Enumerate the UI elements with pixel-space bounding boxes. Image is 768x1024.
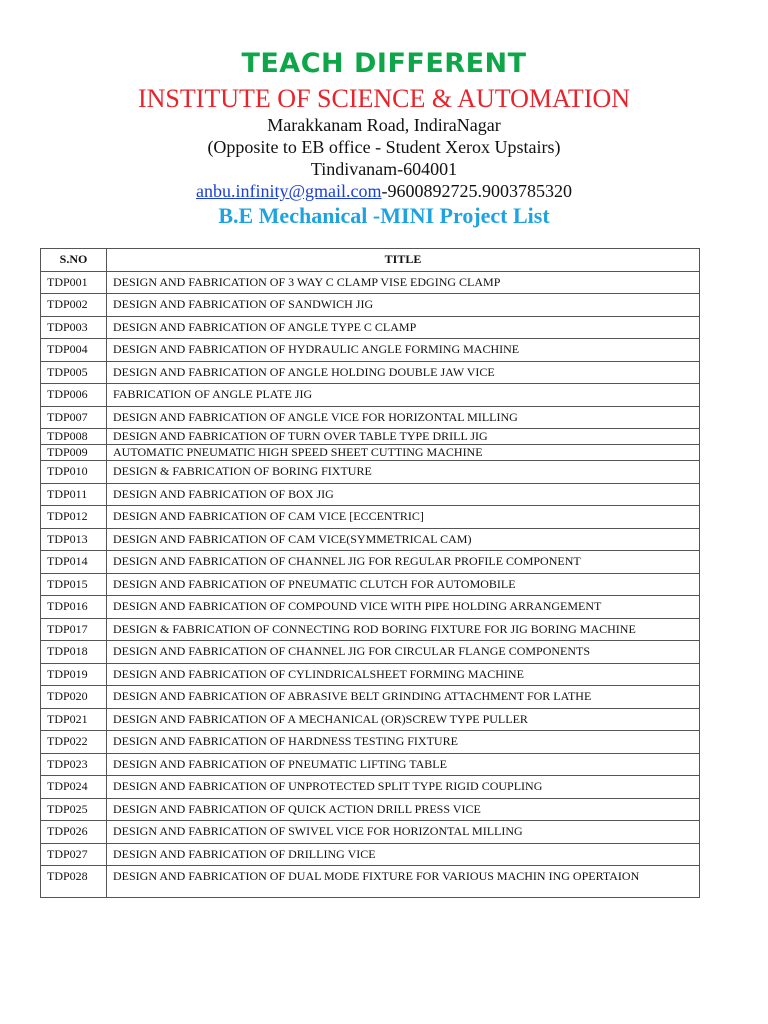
table-row [41,596,700,619]
row-sno: TDP026 [41,821,107,844]
table-row [41,445,700,461]
row-title: DESIGN AND FABRICATION OF CAM VICE(SYMMETRICAL CAM) [107,528,700,551]
row-sno: TDP019 [41,663,107,686]
institute-name: INSTITUTE OF SCIENCE & AUTOMATION [137,84,631,113]
row-title: FABRICATION OF ANGLE PLATE JIG [107,384,700,407]
table-row [41,429,700,445]
address-line-2: (Opposite to EB office - Student Xerox Upstairs) [207,137,561,157]
email-link[interactable]: anbu.infinity@gmail.com [195,181,382,201]
row-title: DESIGN AND FABRICATION OF SWIVEL VICE FOR HORIZONTAL MILLING [107,821,700,844]
row-sno: TDP008 [41,429,107,445]
row-sno: TDP004 [41,339,107,362]
row-title: DESIGN AND FABRICATION OF 3 WAY C CLAMP VISE EDGING CLAMP [107,271,700,294]
table-row [41,551,700,574]
row-title: DESIGN AND FABRICATION OF PNEUMATIC CLUTCH FOR AUTOMOBILE [107,573,700,596]
row-sno: TDP017 [41,618,107,641]
contact-line [0,180,768,202]
table-row [41,641,700,664]
row-sno: TDP014 [41,551,107,574]
table-row [41,483,700,506]
row-sno: TDP027 [41,843,107,866]
table-row [41,294,700,317]
row-sno: TDP023 [41,753,107,776]
brand-title: TEACH DIFFERENT [241,48,527,79]
project-table [40,248,700,898]
table-row [41,753,700,776]
table-row [41,776,700,799]
row-title: DESIGN AND FABRICATION OF HYDRAULIC ANGLE FORMING MACHINE [107,339,700,362]
address-line-1: Marakkanam Road, IndiraNagar [267,115,501,135]
row-title: DESIGN AND FABRICATION OF SANDWICH JIG [107,294,700,317]
table-row [41,798,700,821]
row-title: DESIGN & FABRICATION OF CONNECTING ROD BORING FIXTURE FOR JIG BORING MACHINE [107,618,700,641]
table-row [41,384,700,407]
table-row [41,708,700,731]
table-row [41,843,700,866]
table-row [41,271,700,294]
table-row [41,406,700,429]
row-title: DESIGN AND FABRICATION OF QUICK ACTION DRILL PRESS VICE [107,798,700,821]
row-sno: TDP011 [41,483,107,506]
row-title: DESIGN AND FABRICATION OF ANGLE VICE FOR HORIZONTAL MILLING [107,406,700,429]
row-sno: TDP010 [41,461,107,484]
phone-numbers: -9600892725.9003785320 [381,181,573,201]
row-title: DESIGN AND FABRICATION OF CHANNEL JIG FOR CIRCULAR FLANGE COMPONENTS [107,641,700,664]
address-line-3: Tindivanam-604001 [310,159,458,179]
row-sno: TDP013 [41,528,107,551]
table-row [41,731,700,754]
table-row [41,618,700,641]
row-sno: TDP002 [41,294,107,317]
table-row [41,316,700,339]
row-title: DESIGN AND FABRICATION OF ANGLE TYPE C CLAMP [107,316,700,339]
table-row [41,663,700,686]
table-row [41,573,700,596]
row-title: AUTOMATIC PNEUMATIC HIGH SPEED SHEET CUTTING MACHINE [107,445,700,461]
row-title: DESIGN AND FABRICATION OF TURN OVER TABLE TYPE DRILL JIG [107,429,700,445]
row-sno: TDP018 [41,641,107,664]
row-title: DESIGN AND FABRICATION OF DUAL MODE FIXTURE FOR VARIOUS MACHIN ING OPERTAION [107,866,700,898]
row-title: DESIGN AND FABRICATION OF CAM VICE [ECCENTRIC] [107,506,700,529]
row-sno: TDP006 [41,384,107,407]
row-sno: TDP003 [41,316,107,339]
row-title: DESIGN AND FABRICATION OF UNPROTECTED SPLIT TYPE RIGID COUPLING [107,776,700,799]
row-title: DESIGN & FABRICATION OF BORING FIXTURE [107,461,700,484]
row-sno: TDP001 [41,271,107,294]
table-row [41,361,700,384]
column-header-title: TITLE [107,249,700,272]
table-row [41,339,700,362]
row-sno: TDP022 [41,731,107,754]
row-title: DESIGN AND FABRICATION OF ANGLE HOLDING DOUBLE JAW VICE [107,361,700,384]
table-row [41,686,700,709]
row-title: DESIGN AND FABRICATION OF DRILLING VICE [107,843,700,866]
row-sno: TDP009 [41,445,107,461]
row-sno: TDP015 [41,573,107,596]
list-title: B.E Mechanical -MINI Project List [218,203,550,228]
table-header-row [41,249,700,272]
table-row [41,821,700,844]
row-title: DESIGN AND FABRICATION OF PNEUMATIC LIFTING TABLE [107,753,700,776]
row-title: DESIGN AND FABRICATION OF COMPOUND VICE WITH PIPE HOLDING ARRANGEMENT [107,596,700,619]
row-sno: TDP028 [41,866,107,898]
row-sno: TDP025 [41,798,107,821]
table-body [41,271,700,898]
row-title: DESIGN AND FABRICATION OF BOX JIG [107,483,700,506]
row-sno: TDP024 [41,776,107,799]
row-title: DESIGN AND FABRICATION OF HARDNESS TESTING FIXTURE [107,731,700,754]
table-row [41,461,700,484]
row-sno: TDP007 [41,406,107,429]
row-title: DESIGN AND FABRICATION OF CYLINDRICALSHEET FORMING MACHINE [107,663,700,686]
column-header-sno: S.NO [41,249,107,272]
row-title: DESIGN AND FABRICATION OF ABRASIVE BELT GRINDING ATTACHMENT FOR LATHE [107,686,700,709]
row-sno: TDP021 [41,708,107,731]
row-sno: TDP016 [41,596,107,619]
table-row [41,528,700,551]
row-title: DESIGN AND FABRICATION OF CHANNEL JIG FOR REGULAR PROFILE COMPONENT [107,551,700,574]
row-title: DESIGN AND FABRICATION OF A MECHANICAL (OR)SCREW TYPE PULLER [107,708,700,731]
row-sno: TDP020 [41,686,107,709]
row-sno: TDP012 [41,506,107,529]
row-sno: TDP005 [41,361,107,384]
table-row [41,506,700,529]
table-row [41,866,700,898]
